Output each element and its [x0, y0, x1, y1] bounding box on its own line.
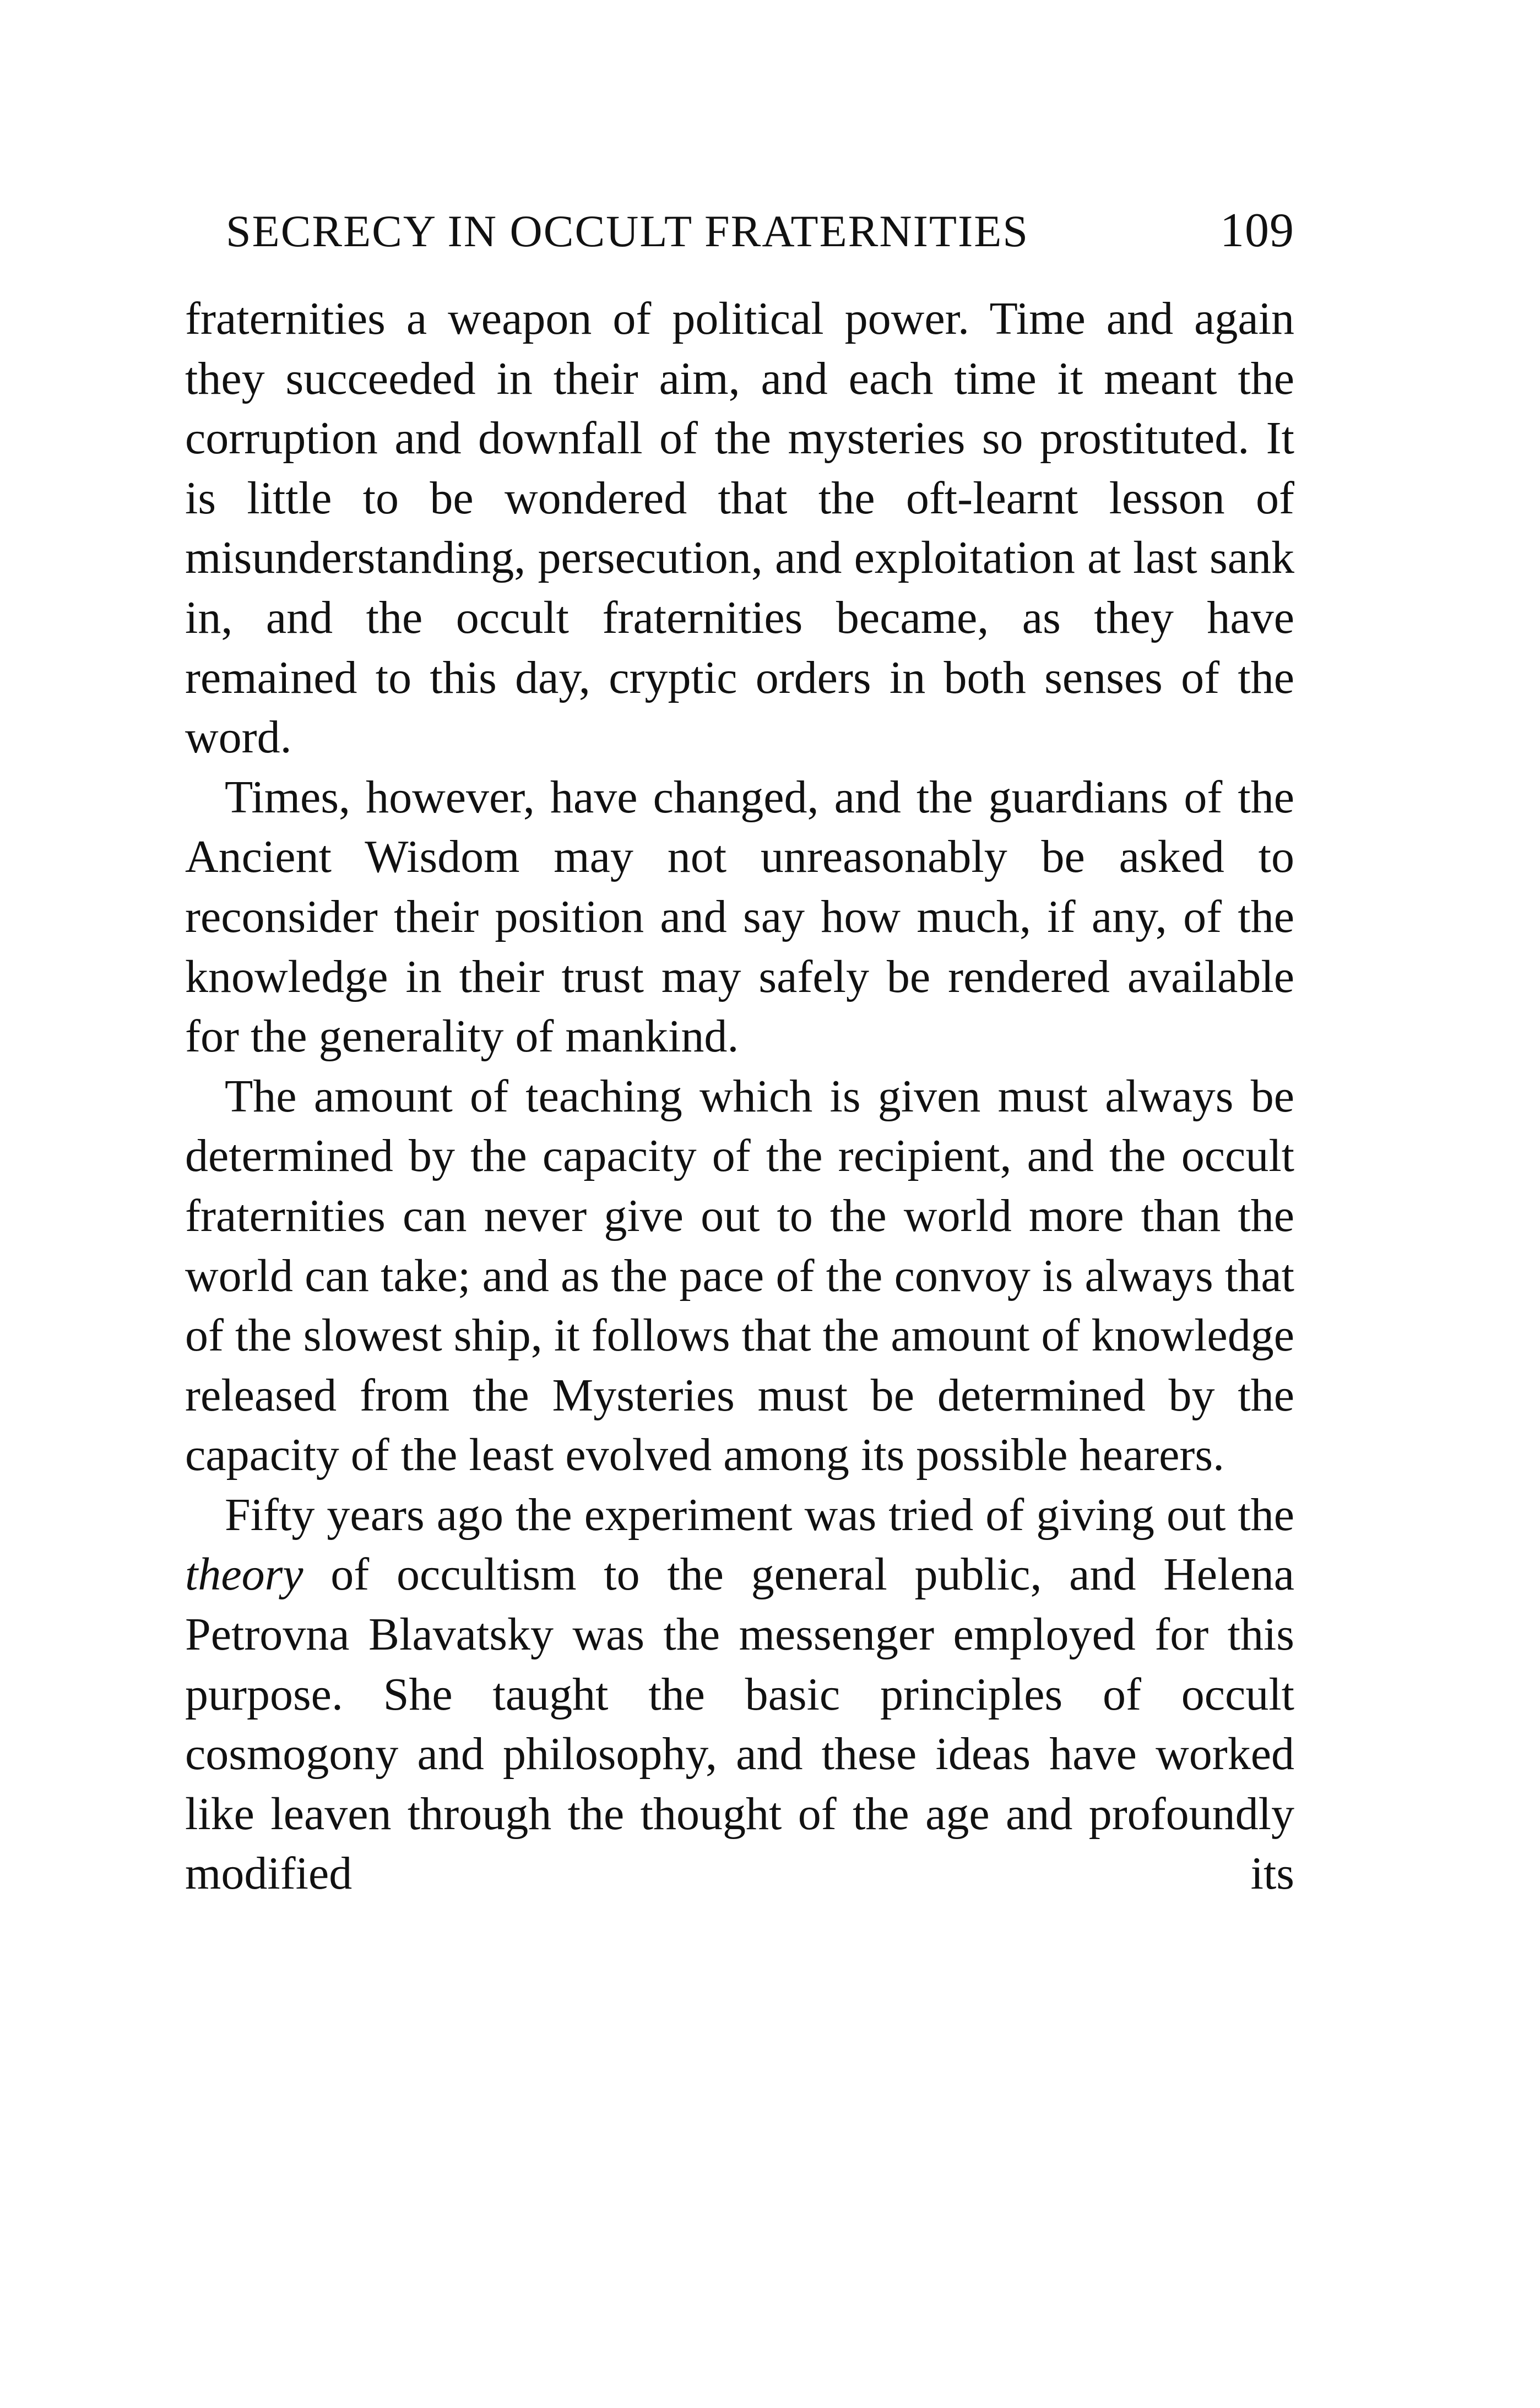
- emphasized-word: theory: [185, 1549, 303, 1601]
- paragraph-4-text-before: Fifty years ago the experiment was tried of giving out the: [225, 1489, 1294, 1541]
- page-number: 109: [1220, 204, 1294, 257]
- running-head: [226, 203, 1294, 263]
- paragraph-4-text-after: of occultism to the general public, and Helena Petrovna Blavatsky was the messenger employed for this purpose. She taught the basic principles of occult cosmogony and philosophy, and these ideas have worked like leaven through the thought of the age and profoundly modified its: [185, 1549, 1294, 1900]
- body-text: [185, 289, 1294, 1904]
- paragraph-3: The amount of teaching which is given must always be determined by the capacity of the recipient, and the occult fraternities can never give out to the world more than the world can take; and as the pace of the convoy is always that of the slowest ship, it follows that the amount of knowledge released from the Mysteries must be determined by the capacity of the least evolved among its possible hearers.: [185, 1070, 1294, 1481]
- paragraph-4: [185, 1485, 1294, 1904]
- paragraph-2: Times, however, have changed, and the guardians of the Ancient Wisdom may not unreasonably be asked to reconsider their position and say how much, if any, of the knowledge in their trust may safely be rendered available for the generality of mankind.: [185, 771, 1294, 1062]
- running-title: SECRECY IN OCCULT FRATERNITIES: [226, 206, 1029, 256]
- paragraph-1: fraternities a weapon of political power. Time and again they succeeded in their aim, and each time it meant the corruption and downfall of the mysteries so prostituted. It is little to be wondered that the oft-learnt lesson of misunderstanding, persecution, and exploitation at last sank in, and the occult fraternities became, as they have remained to this day, cryptic orders in both senses of the word.: [185, 293, 1294, 763]
